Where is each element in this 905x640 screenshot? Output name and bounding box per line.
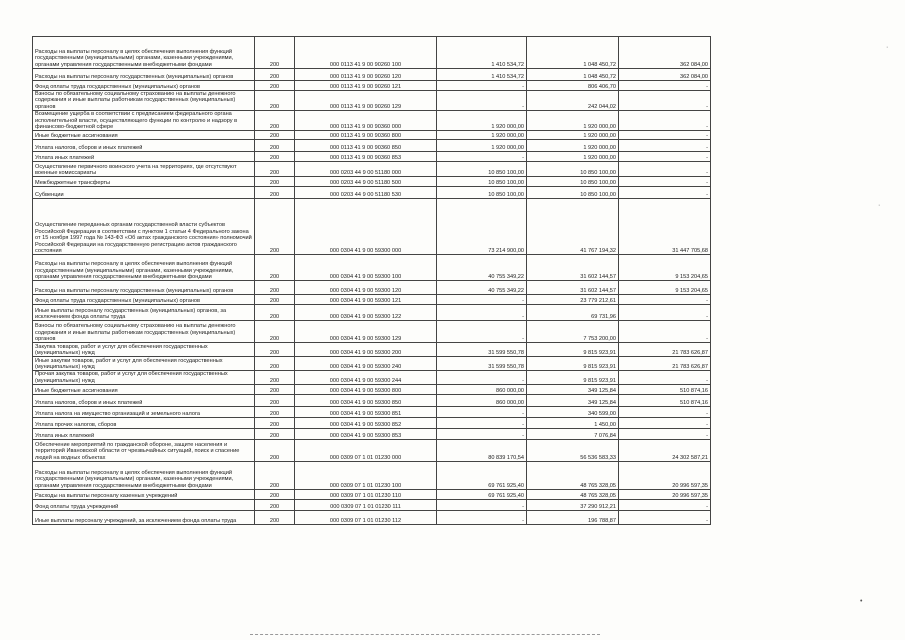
row-unexecuted-cell: 9 153 204,65 [619, 281, 711, 295]
row-name-cell: Уплата налога на имущество организаций и земельного налога [33, 407, 255, 418]
row-kbk-cell: 000 0304 41 9 00 59300 852 [295, 418, 437, 429]
row-kbk-cell: 000 0309 07 1 01 01230 000 [295, 440, 437, 462]
row-executed-cell: 349 125,84 [527, 395, 619, 407]
row-kbk-cell: 000 0113 41 9 00 90360 853 [295, 152, 437, 162]
row-approved-cell: - [437, 500, 527, 511]
row-approved-cell: - [437, 429, 527, 440]
table-row [33, 357, 711, 371]
row-kbk-cell: 000 0304 41 9 00 59300 100 [295, 255, 437, 281]
table-row [33, 321, 711, 343]
row-code-cell: 200 [255, 321, 295, 343]
row-unexecuted-cell: 20 996 597,35 [619, 462, 711, 490]
row-code-cell: 200 [255, 69, 295, 81]
row-name-cell: Закупка товаров, работ и услуг для обеспечения государственных (муниципальных) нужд [33, 343, 255, 357]
row-name-cell: Иные бюджетные ассигнования [33, 385, 255, 395]
row-executed-cell: 41 767 194,32 [527, 199, 619, 255]
row-executed-cell: 1 920 000,00 [527, 152, 619, 162]
row-approved-cell: 10 850 100,00 [437, 162, 527, 177]
table-row [33, 131, 711, 140]
scan-speck: · [886, 44, 889, 51]
row-executed-cell: 349 125,84 [527, 385, 619, 395]
table-row [33, 395, 711, 407]
row-executed-cell: 56 536 583,33 [527, 440, 619, 462]
row-name-cell: Расходы на выплаты персоналу в целях обеспечения выполнения функций государственными (муниципальными) органами, казенными учреждениями, органами управления государственными внебюджетными фондами [33, 37, 255, 69]
row-code-cell: 200 [255, 418, 295, 429]
row-unexecuted-cell: 362 084,00 [619, 37, 711, 69]
row-name-cell: Уплата иных платежей [33, 152, 255, 162]
row-code-cell: 200 [255, 177, 295, 187]
table-row [33, 162, 711, 177]
row-unexecuted-cell: 9 153 204,65 [619, 255, 711, 281]
row-kbk-cell: 000 0304 41 9 00 59300 851 [295, 407, 437, 418]
row-approved-cell: 860 000,00 [437, 395, 527, 407]
row-code-cell: 200 [255, 511, 295, 525]
row-unexecuted-cell: 510 874,16 [619, 395, 711, 407]
row-kbk-cell: 000 0304 41 9 00 59300 240 [295, 357, 437, 371]
row-kbk-cell: 000 0113 41 9 00 90260 129 [295, 91, 437, 111]
row-unexecuted-cell: - [619, 91, 711, 111]
row-name-cell: Расходы на выплаты персоналу государственных (муниципальных) органов [33, 69, 255, 81]
row-name-cell: Уплата иных платежей [33, 429, 255, 440]
row-kbk-cell: 000 0113 41 9 00 90360 800 [295, 131, 437, 140]
row-executed-cell: 9 815 923,91 [527, 371, 619, 385]
row-code-cell: 200 [255, 395, 295, 407]
row-unexecuted-cell: 510 874,16 [619, 385, 711, 395]
row-approved-cell: 69 761 925,40 [437, 462, 527, 490]
row-code-cell: 200 [255, 462, 295, 490]
row-approved-cell: 31 599 550,78 [437, 357, 527, 371]
row-code-cell: 200 [255, 371, 295, 385]
row-name-cell: Фонд оплаты труда государственных (муниципальных) органов [33, 295, 255, 305]
row-unexecuted-cell: 21 783 626,87 [619, 343, 711, 357]
row-unexecuted-cell: - [619, 305, 711, 321]
row-kbk-cell: 000 0113 41 9 00 90260 120 [295, 69, 437, 81]
row-code-cell: 200 [255, 162, 295, 177]
row-executed-cell: 1 450,00 [527, 418, 619, 429]
row-unexecuted-cell: 31 447 705,68 [619, 199, 711, 255]
table-row [33, 255, 711, 281]
table-row [33, 440, 711, 462]
row-code-cell: 200 [255, 187, 295, 199]
row-code-cell: 200 [255, 37, 295, 69]
row-executed-cell: 10 850 100,00 [527, 187, 619, 199]
row-executed-cell: 7 076,84 [527, 429, 619, 440]
row-approved-cell: - [437, 295, 527, 305]
row-name-cell: Иные бюджетные ассигнования [33, 131, 255, 140]
row-unexecuted-cell: - [619, 81, 711, 91]
row-code-cell: 200 [255, 281, 295, 295]
row-code-cell: 200 [255, 199, 295, 255]
row-name-cell: Уплата налогов, сборов и иных платежей [33, 395, 255, 407]
row-executed-cell: 340 599,00 [527, 407, 619, 418]
row-approved-cell: 1 920 000,00 [437, 111, 527, 131]
row-name-cell: Расходы на выплаты персоналу казенных учреждений [33, 490, 255, 500]
row-code-cell: 200 [255, 140, 295, 152]
row-executed-cell: 10 850 100,00 [527, 162, 619, 177]
row-executed-cell: 1 048 450,72 [527, 37, 619, 69]
row-approved-cell: - [437, 152, 527, 162]
row-kbk-cell: 000 0304 41 9 00 59300 200 [295, 343, 437, 357]
row-approved-cell: - [437, 511, 527, 525]
row-unexecuted-cell: - [619, 321, 711, 343]
table-row [33, 343, 711, 357]
row-code-cell: 200 [255, 81, 295, 91]
row-executed-cell: 242 044,02 [527, 91, 619, 111]
row-executed-cell: 23 779 212,61 [527, 295, 619, 305]
row-unexecuted-cell: - [619, 140, 711, 152]
row-approved-cell: 73 214 900,00 [437, 199, 527, 255]
row-name-cell: Прочая закупка товаров, работ и услуг для обеспечения государственных (муниципальных) нужд [33, 371, 255, 385]
row-approved-cell: - [437, 91, 527, 111]
row-kbk-cell: 000 0113 41 9 00 90260 100 [295, 37, 437, 69]
row-approved-cell: 40 755 349,22 [437, 255, 527, 281]
row-approved-cell: - [437, 418, 527, 429]
row-kbk-cell: 000 0309 07 1 01 01230 111 [295, 500, 437, 511]
row-name-cell: Иные выплаты персоналу государственных (муниципальных) органов, за исключением фонда оплаты труда [33, 305, 255, 321]
row-approved-cell: 80 839 170,54 [437, 440, 527, 462]
row-approved-cell: - [437, 371, 527, 385]
row-executed-cell: 9 815 923,91 [527, 357, 619, 371]
row-executed-cell: 1 048 450,72 [527, 69, 619, 81]
row-name-cell: Межбюджетные трансферты [33, 177, 255, 187]
row-executed-cell: 69 731,96 [527, 305, 619, 321]
row-executed-cell: 1 920 000,00 [527, 111, 619, 131]
table-row [33, 281, 711, 295]
row-name-cell: Субвенции [33, 187, 255, 199]
table-row [33, 305, 711, 321]
bottom-edge-line [250, 634, 600, 636]
table-row [33, 152, 711, 162]
row-name-cell: Фонд оплаты труда учреждений [33, 500, 255, 511]
row-code-cell: 200 [255, 440, 295, 462]
row-name-cell: Иные выплаты персоналу учреждений, за исключением фонда оплаты труда [33, 511, 255, 525]
row-executed-cell: 48 765 328,05 [527, 490, 619, 500]
row-name-cell: Обеспечение мероприятий по гражданской обороне, защите населения и территорий Ивановской области от чрезвычайных ситуаций, поиск и спасение людей на водных объектах [33, 440, 255, 462]
row-code-cell: 200 [255, 385, 295, 395]
row-name-cell: Расходы на выплаты персоналу в целях обеспечения выполнения функций государственными (муниципальными) органами, казенными учреждениями, органами управления государственными внебюджетными фондами [33, 255, 255, 281]
table-row [33, 140, 711, 152]
row-approved-cell: 1 410 534,72 [437, 69, 527, 81]
row-kbk-cell: 000 0203 44 9 00 51180 500 [295, 177, 437, 187]
row-kbk-cell: 000 0309 07 1 01 01230 112 [295, 511, 437, 525]
table-row [33, 91, 711, 111]
row-name-cell: Уплата прочих налогов, сборов [33, 418, 255, 429]
row-code-cell: 200 [255, 429, 295, 440]
row-unexecuted-cell: - [619, 162, 711, 177]
row-approved-cell: - [437, 305, 527, 321]
row-name-cell: Уплата налогов, сборов и иных платежей [33, 140, 255, 152]
row-unexecuted-cell: 20 996 597,35 [619, 490, 711, 500]
row-executed-cell: 31 602 144,57 [527, 281, 619, 295]
row-kbk-cell: 000 0113 41 9 00 90360 850 [295, 140, 437, 152]
table-row [33, 371, 711, 385]
row-executed-cell: 806 406,70 [527, 81, 619, 91]
row-code-cell: 200 [255, 305, 295, 321]
row-approved-cell: 860 000,00 [437, 385, 527, 395]
row-code-cell: 200 [255, 490, 295, 500]
table-row [33, 187, 711, 199]
row-kbk-cell: 000 0113 41 9 00 90360 000 [295, 111, 437, 131]
row-approved-cell: 1 410 534,72 [437, 37, 527, 69]
row-executed-cell: 10 850 100,00 [527, 177, 619, 187]
table-row [33, 177, 711, 187]
row-name-cell: Расходы на выплаты персоналу в целях обеспечения выполнения функций государственными (муниципальными) органами, казенными учреждениями, органами управления государственными внебюджетными фондами [33, 462, 255, 490]
table-row [33, 500, 711, 511]
row-code-cell: 200 [255, 131, 295, 140]
table-row [33, 511, 711, 525]
row-executed-cell: 1 920 000,00 [527, 131, 619, 140]
row-name-cell: Иные закупки товаров, работ и услуг для обеспечения государственных (муниципальных) нужд [33, 357, 255, 371]
row-unexecuted-cell: - [619, 131, 711, 140]
row-code-cell: 200 [255, 500, 295, 511]
row-unexecuted-cell: 24 302 587,21 [619, 440, 711, 462]
row-executed-cell: 1 920 000,00 [527, 140, 619, 152]
row-name-cell: Осуществление первичного воинского учета на территориях, где отсутствуют военные комиссариаты [33, 162, 255, 177]
table-row [33, 462, 711, 490]
row-code-cell: 200 [255, 357, 295, 371]
budget-execution-table [32, 36, 711, 525]
row-unexecuted-cell: 21 783 626,87 [619, 357, 711, 371]
table-row [33, 295, 711, 305]
row-unexecuted-cell: - [619, 407, 711, 418]
row-kbk-cell: 000 0304 41 9 00 59300 122 [295, 305, 437, 321]
row-unexecuted-cell: 362 084,00 [619, 69, 711, 81]
row-executed-cell: 48 765 328,05 [527, 462, 619, 490]
row-code-cell: 200 [255, 111, 295, 131]
row-kbk-cell: 000 0309 07 1 01 01230 100 [295, 462, 437, 490]
table-row [33, 490, 711, 500]
row-approved-cell: 31 599 550,78 [437, 343, 527, 357]
row-name-cell: Осуществление переданных органам государственной власти субъектов Российской Федерации в соответствии с пунктом 1 статьи 4 Федерального закона от 15 ноября 1997 года № 143-ФЗ «Об актах гражданского состояния» полномочий Российской Федерации на государственную регистрацию актов гражданского состояния [33, 199, 255, 255]
row-kbk-cell: 000 0304 41 9 00 59300 129 [295, 321, 437, 343]
row-approved-cell: 69 761 925,40 [437, 490, 527, 500]
row-code-cell: 200 [255, 255, 295, 281]
row-kbk-cell: 000 0203 44 9 00 51180 530 [295, 187, 437, 199]
row-approved-cell: 1 920 000,00 [437, 131, 527, 140]
table-row [33, 407, 711, 418]
row-kbk-cell: 000 0309 07 1 01 01230 110 [295, 490, 437, 500]
row-kbk-cell: 000 0304 41 9 00 59300 121 [295, 295, 437, 305]
row-unexecuted-cell: - [619, 500, 711, 511]
table-row [33, 429, 711, 440]
row-unexecuted-cell: - [619, 111, 711, 131]
row-unexecuted-cell: - [619, 511, 711, 525]
row-name-cell: Фонд оплаты труда государственных (муниципальных) органов [33, 81, 255, 91]
row-name-cell: Взносы по обязательному социальному страхованию на выплаты денежного содержания и иные выплаты работникам государственных (муниципальных) органов [33, 91, 255, 111]
table-row [33, 81, 711, 91]
row-approved-cell: 10 850 100,00 [437, 177, 527, 187]
row-approved-cell: - [437, 321, 527, 343]
table-row [33, 37, 711, 69]
row-unexecuted-cell: - [619, 429, 711, 440]
scan-speck: · [878, 202, 881, 209]
row-kbk-cell: 000 0203 44 9 00 51180 000 [295, 162, 437, 177]
table-row [33, 111, 711, 131]
row-approved-cell: - [437, 407, 527, 418]
row-executed-cell: 196 788,87 [527, 511, 619, 525]
table-row [33, 385, 711, 395]
row-kbk-cell: 000 0304 41 9 00 59300 853 [295, 429, 437, 440]
row-unexecuted-cell: - [619, 295, 711, 305]
row-unexecuted-cell: - [619, 187, 711, 199]
row-name-cell: Взносы по обязательному социальному страхованию на выплаты денежного содержания и иные выплаты работникам государственных (муниципальных) органов [33, 321, 255, 343]
row-executed-cell: 9 815 923,91 [527, 343, 619, 357]
row-unexecuted-cell: - [619, 177, 711, 187]
row-executed-cell: 7 753 200,00 [527, 321, 619, 343]
row-unexecuted-cell: - [619, 371, 711, 385]
row-code-cell: 200 [255, 407, 295, 418]
row-executed-cell: 37 290 912,21 [527, 500, 619, 511]
row-kbk-cell: 000 0304 41 9 00 59300 850 [295, 395, 437, 407]
row-approved-cell: 40 755 349,22 [437, 281, 527, 295]
row-kbk-cell: 000 0304 41 9 00 59300 120 [295, 281, 437, 295]
row-code-cell: 200 [255, 91, 295, 111]
row-code-cell: 200 [255, 295, 295, 305]
row-name-cell: Расходы на выплаты персоналу государственных (муниципальных) органов [33, 281, 255, 295]
row-name-cell: Возмещение ущерба в соответствии с предписанием федерального органа исполнительной власти, осуществляющего функции по контролю и надзору в финансово-бюджетной сфере [33, 111, 255, 131]
row-approved-cell: 1 920 000,00 [437, 140, 527, 152]
row-code-cell: 200 [255, 343, 295, 357]
scan-speck: • [860, 598, 863, 605]
row-unexecuted-cell: - [619, 152, 711, 162]
table-row [33, 199, 711, 255]
row-kbk-cell: 000 0304 41 9 00 59300 000 [295, 199, 437, 255]
row-code-cell: 200 [255, 152, 295, 162]
table-row [33, 69, 711, 81]
row-kbk-cell: 000 0304 41 9 00 59300 244 [295, 371, 437, 385]
table-row [33, 418, 711, 429]
row-executed-cell: 31 602 144,57 [527, 255, 619, 281]
row-approved-cell: - [437, 81, 527, 91]
row-kbk-cell: 000 0304 41 9 00 59300 800 [295, 385, 437, 395]
row-unexecuted-cell: - [619, 418, 711, 429]
row-kbk-cell: 000 0113 41 9 00 90260 121 [295, 81, 437, 91]
row-approved-cell: 10 850 100,00 [437, 187, 527, 199]
